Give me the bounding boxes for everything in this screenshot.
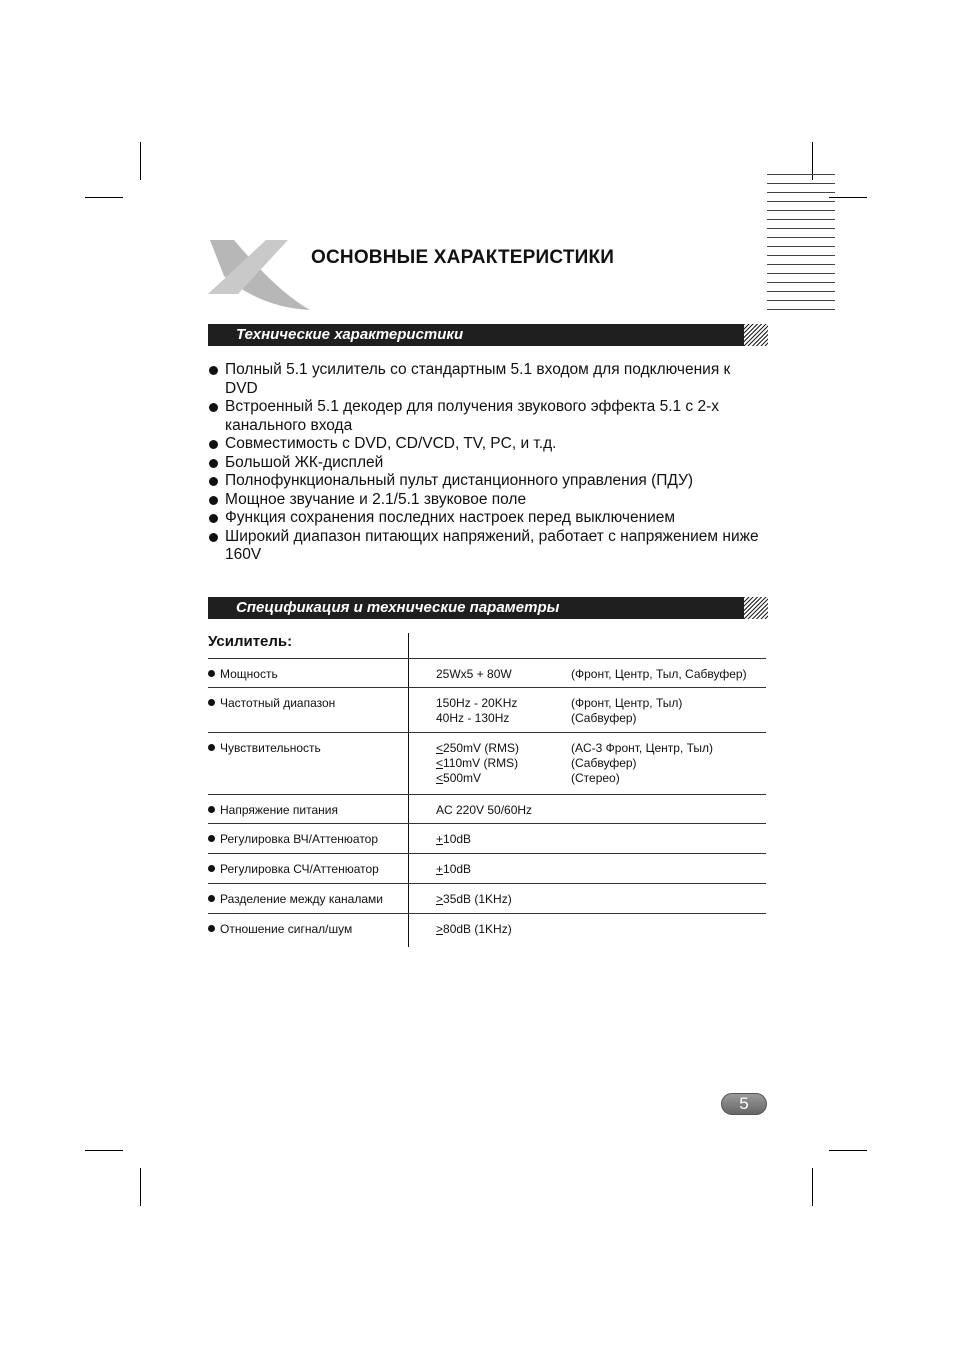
- list-item: Встроенный 5.1 декодер для получения звукового эффекта 5.1 с 2-х канального входа: [208, 398, 763, 435]
- note-cell: [571, 914, 766, 948]
- value-text: <110mV (RMS): [436, 756, 519, 770]
- brand-x-logo: [204, 236, 314, 319]
- value-cell: [408, 824, 571, 854]
- list-item: Полный 5.1 усилитель со стандартным 5.1 входом для подключения к DVD: [208, 361, 763, 398]
- crop-mark: [812, 1168, 813, 1206]
- note-cell: [571, 824, 766, 854]
- hatch-decoration: [744, 324, 768, 346]
- note-text: (Фронт, Центр, Тыл): [571, 696, 683, 710]
- param-cell: [208, 733, 408, 795]
- param-cell: [208, 688, 408, 733]
- param-label: Чувствительность: [220, 741, 321, 755]
- list-item: Большой ЖК-дисплей: [208, 454, 763, 473]
- param-label: Отношение сигнал/шум: [220, 922, 353, 936]
- hatch-decoration: [744, 597, 768, 619]
- note-text: (Фронт, Центр, Тыл, Сабвуфер): [571, 667, 747, 681]
- value-text: 40Hz - 130Hz: [436, 711, 510, 725]
- section-header-specs: [208, 597, 768, 619]
- value-cell: [408, 914, 571, 948]
- param-label: Разделение между каналами: [220, 892, 383, 906]
- note-cell: [571, 659, 766, 688]
- value-cell: [408, 854, 571, 884]
- bullet-icon: [208, 835, 215, 842]
- crop-mark: [140, 142, 141, 180]
- bullet-icon: [208, 895, 215, 902]
- crop-mark: [85, 1150, 123, 1151]
- decorative-stripes: [767, 174, 835, 311]
- param-cell: [208, 659, 408, 688]
- note-cell: [571, 795, 766, 824]
- value-prefix: <: [436, 741, 444, 755]
- crop-mark: [829, 1150, 867, 1151]
- feature-list: [208, 361, 763, 565]
- value-text: <250mV (RMS): [436, 741, 520, 755]
- table-row: [208, 688, 766, 733]
- value-prefix: +: [436, 832, 444, 846]
- value-cell: [408, 733, 571, 795]
- value-prefix: >: [436, 892, 444, 906]
- param-label: Регулировка СЧ/Аттенюатор: [220, 862, 379, 876]
- value-text: AC 220V 50/60Hz: [436, 803, 533, 817]
- table-row: [208, 824, 766, 854]
- value-prefix: +: [436, 862, 444, 876]
- value-text: >80dB (1KHz): [436, 922, 512, 936]
- page-number: 5: [721, 1093, 767, 1115]
- value-text: >35dB (1KHz): [436, 892, 512, 906]
- value-prefix: <: [436, 756, 444, 770]
- page-title: ОСНОВНЫЕ ХАРАКТЕРИСТИКИ: [311, 247, 615, 268]
- bullet-icon: [208, 670, 215, 677]
- note-cell: [571, 884, 766, 914]
- param-cell: [208, 914, 408, 948]
- table-row: [208, 914, 766, 948]
- table-row: [208, 659, 766, 688]
- bullet-icon: [208, 865, 215, 872]
- value-text: +10dB: [436, 832, 472, 846]
- param-label: Мощность: [220, 667, 278, 681]
- crop-mark: [140, 1168, 141, 1206]
- list-item: Функция сохранения последних настроек перед выключением: [208, 509, 763, 528]
- param-label: Регулировка ВЧ/Аттенюатор: [220, 832, 379, 846]
- spec-table: [208, 658, 766, 948]
- value-text: <500mV: [436, 771, 482, 785]
- table-row: [208, 884, 766, 914]
- bullet-icon: [208, 925, 215, 932]
- note-cell: [571, 688, 766, 733]
- param-cell: [208, 824, 408, 854]
- value-cell: [408, 688, 571, 733]
- note-text: (AC-3 Фронт, Центр, Тыл): [571, 741, 714, 755]
- bullet-icon: [208, 744, 215, 751]
- amplifier-label: Усилитель:: [208, 633, 293, 650]
- section-header-technical: [208, 324, 768, 346]
- table-row: [208, 733, 766, 795]
- bullet-icon: [208, 806, 215, 813]
- value-cell: [408, 884, 571, 914]
- value-text: +10dB: [436, 862, 472, 876]
- value-prefix: <: [436, 771, 444, 785]
- section-title: Технические характеристики: [236, 326, 464, 343]
- note-text: (Стерео): [571, 771, 620, 785]
- list-item: Совместимость с DVD, CD/VCD, TV, PC, и т.д.: [208, 435, 763, 454]
- table-row: [208, 854, 766, 884]
- list-item: Широкий диапазон питающих напряжений, работает с напряжением ниже 160V: [208, 528, 763, 565]
- note-cell: [571, 733, 766, 795]
- value-cell: [408, 795, 571, 824]
- list-item: Мощное звучание и 2.1/5.1 звуковое поле: [208, 491, 763, 510]
- param-cell: [208, 854, 408, 884]
- note-text: (Сабвуфер): [571, 711, 637, 725]
- param-cell: [208, 795, 408, 824]
- section-title: Спецификация и технические параметры: [236, 599, 560, 616]
- param-cell: [208, 884, 408, 914]
- param-label: Напряжение питания: [220, 803, 338, 817]
- bullet-icon: [208, 699, 215, 706]
- value-prefix: >: [436, 922, 444, 936]
- list-item: Полнофункциональный пульт дистанционного управления (ПДУ): [208, 472, 763, 491]
- value-text: 150Hz - 20KHz: [436, 696, 518, 710]
- value-cell: [408, 659, 571, 688]
- value-text: 25Wx5 + 80W: [436, 667, 512, 681]
- note-text: (Сабвуфер): [571, 756, 637, 770]
- crop-mark: [85, 197, 123, 198]
- note-cell: [571, 854, 766, 884]
- table-row: [208, 795, 766, 824]
- param-label: Частотный диапазон: [220, 696, 336, 710]
